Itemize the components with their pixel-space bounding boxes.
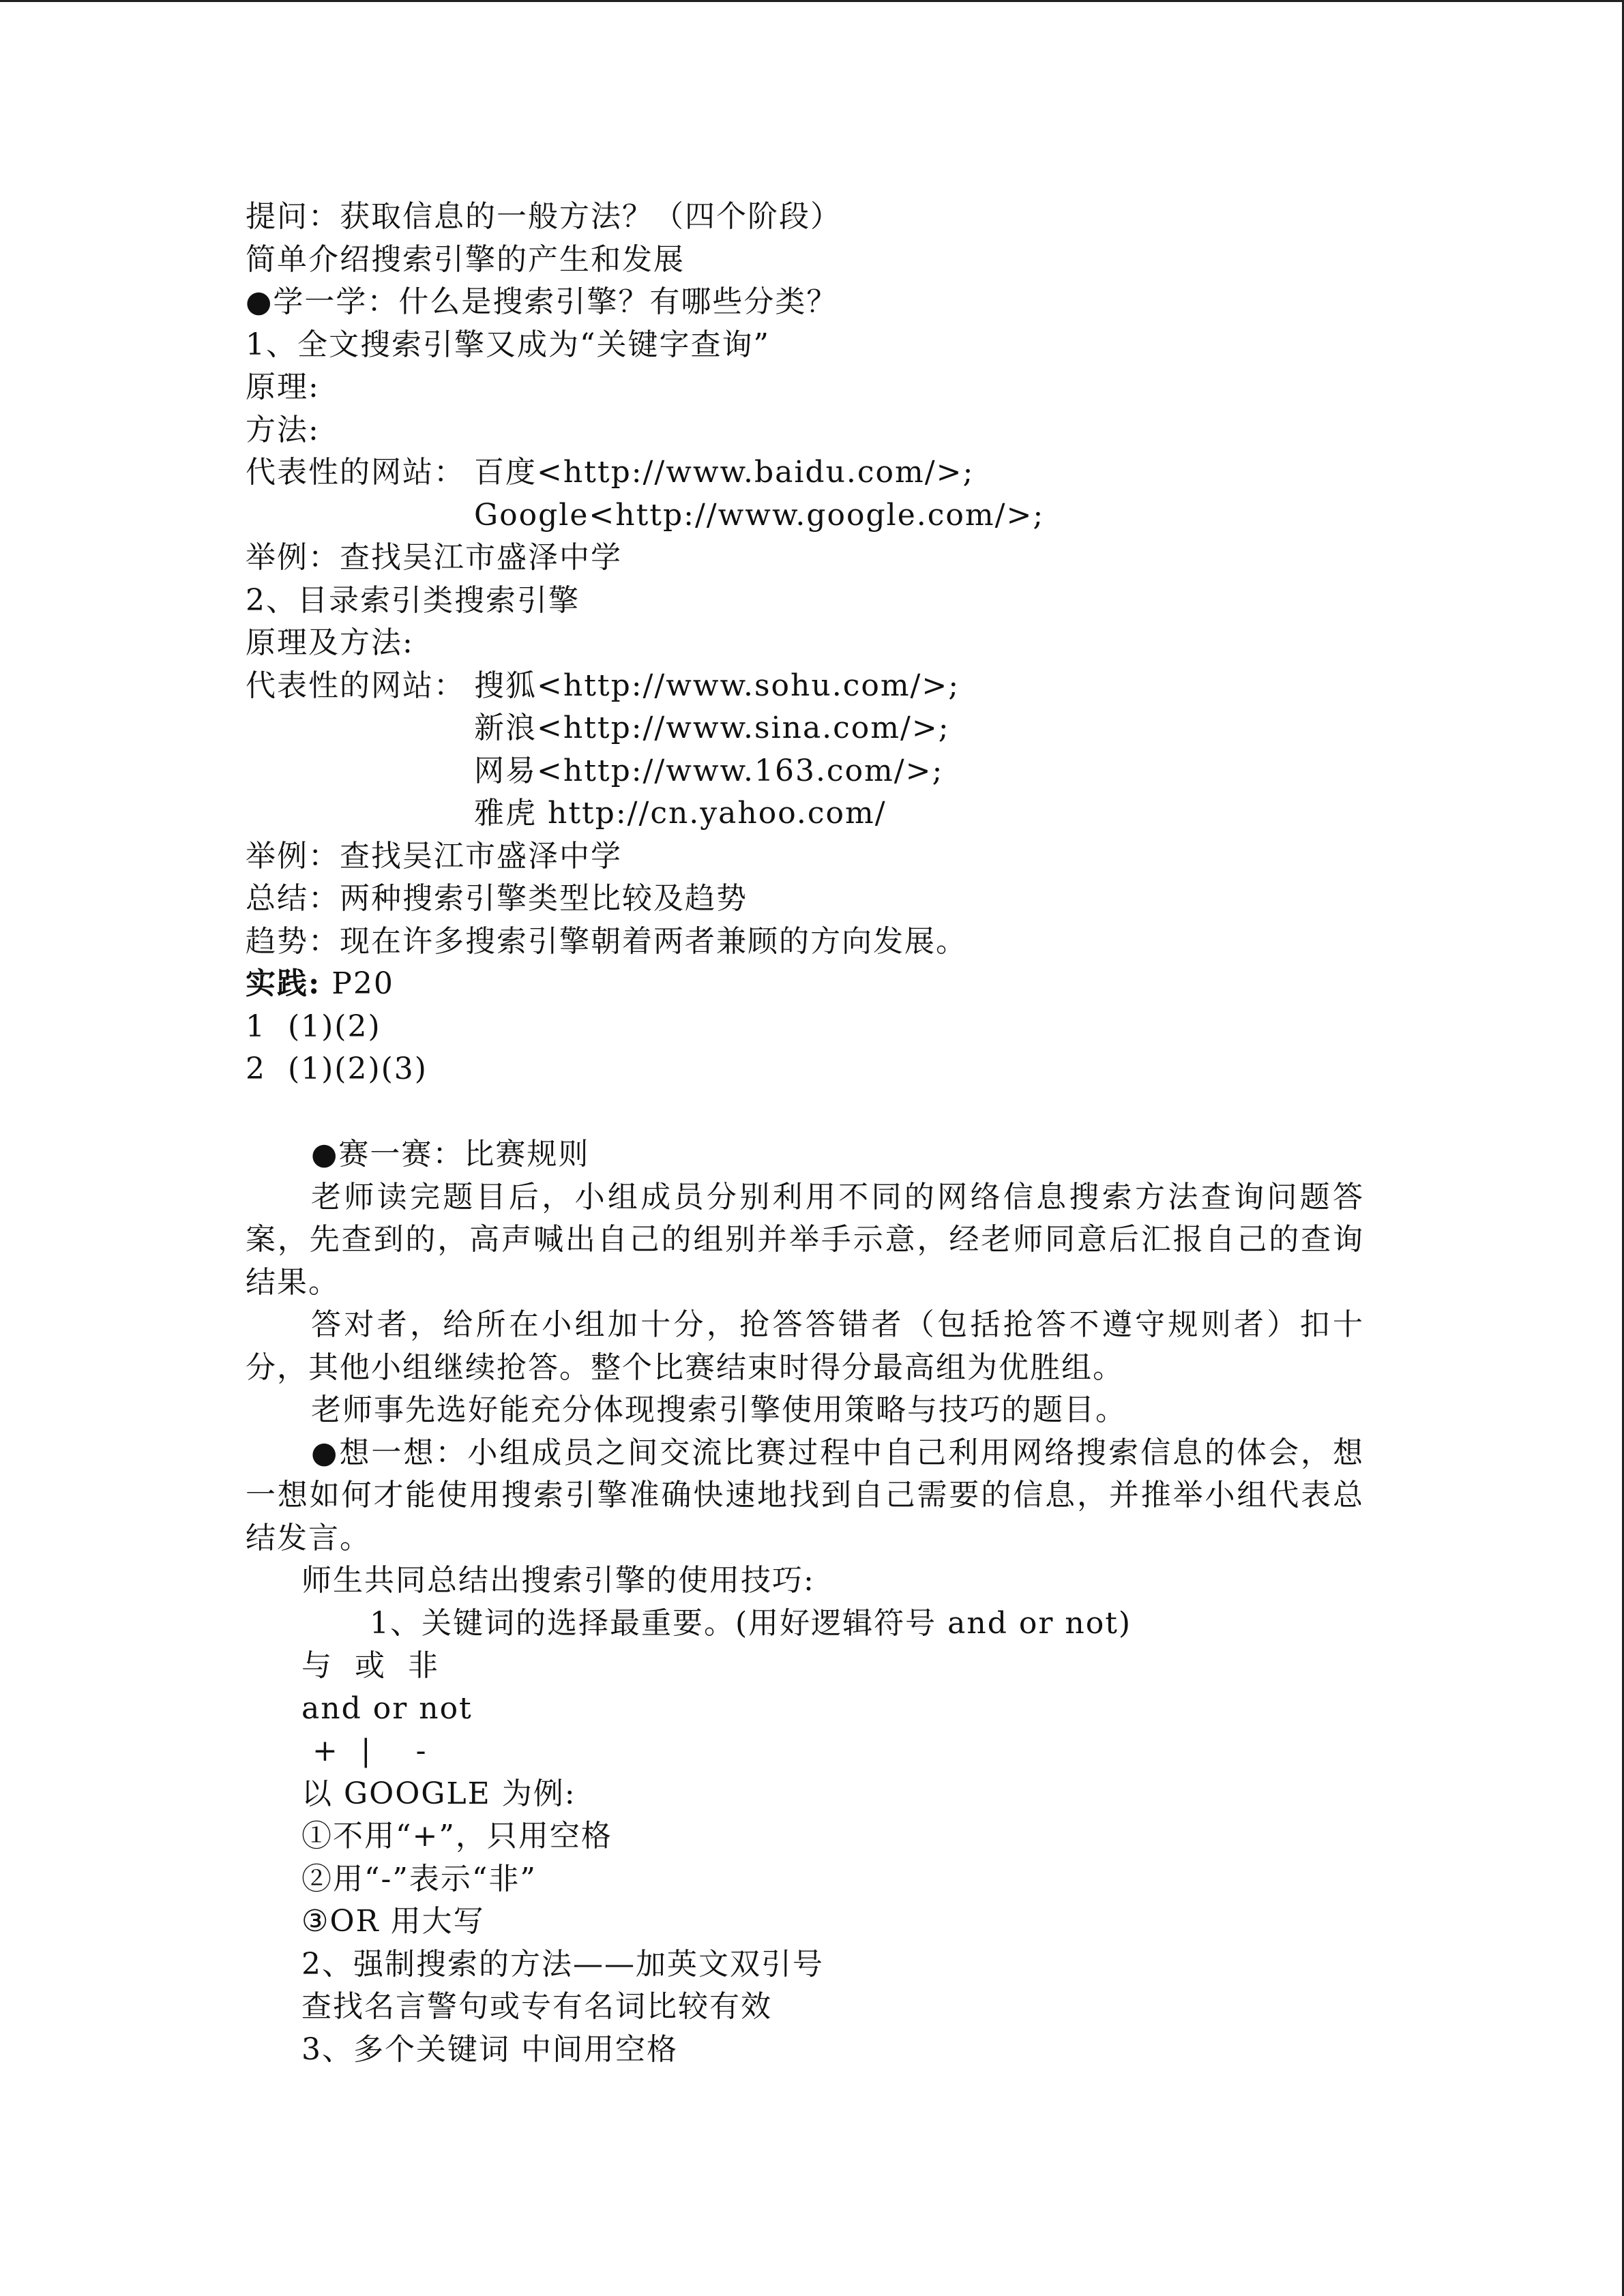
google-rule-2: ②用“-”表示“非” — [301, 1861, 537, 1896]
logic-symbols: + | - — [301, 1733, 428, 1768]
tips-intro: 师生共同总结出搜索引擎的使用技巧: — [301, 1563, 815, 1598]
site-sohu: 搜狐<http://www.sohu.com/>; — [474, 668, 960, 703]
summary-line: 总结：两种搜索引擎类型比较及趋势 — [246, 881, 748, 916]
rule-paragraph-3: 老师事先选好能充分体现搜索引擎使用策略与技巧的题目。 — [311, 1392, 1127, 1427]
trend-line: 趋势：现在许多搜索引擎朝着两者兼顾的方向发展。 — [246, 923, 967, 959]
tip-1-heading: 1、关键词的选择最重要。(用好逻辑符号 and or not) — [370, 1605, 1132, 1641]
method-line: 方法: — [246, 412, 320, 447]
tip-2-heading: 2、强制搜索的方法——加英文双引号 — [301, 1946, 824, 1982]
document-body — [246, 196, 1364, 2071]
rule-paragraph-1: 老师读完题目后，小组成员分别利用不同的网络信息搜索方法查询问题答案，先查到的，高声喊出自己的组别并举手示意，经老师同意后汇报自己的查询结果。 — [246, 1179, 1364, 1300]
fulltext-engine-heading: 1、全文搜索引擎又成为“关键字查询” — [246, 327, 770, 362]
principle-method-line: 原理及方法: — [246, 625, 414, 660]
logic-words: 与 或 非 — [301, 1648, 439, 1683]
site-163: 网易<http://www.163.com/>; — [474, 753, 944, 788]
site-baidu: 百度<http://www.baidu.com/>; — [474, 455, 975, 490]
tip-2-note: 查找名言警句或专有名词比较有效 — [301, 1989, 772, 2024]
page-border-top — [0, 0, 1624, 2]
example-line-2: 举例：查找吴江市盛泽中学 — [246, 838, 622, 874]
google-rule-3: ③OR 用大写 — [301, 1904, 485, 1939]
site-yahoo: 雅虎 http://cn.yahoo.com/ — [474, 796, 887, 831]
google-example: 以 GOOGLE 为例: — [301, 1776, 576, 1811]
spacer — [246, 1091, 1364, 1134]
directory-engine-heading: 2、目录索引类搜索引擎 — [246, 582, 580, 618]
practice-line — [246, 963, 1364, 1006]
site-google: Google<http://www.google.com/>; — [474, 497, 1045, 533]
learn-heading: ●学一学：什么是搜索引擎？有哪些分类？ — [246, 284, 838, 319]
principle-line: 原理: — [246, 370, 320, 404]
competition-heading: ●赛一赛：比赛规则 — [311, 1137, 590, 1172]
practice-label: 实践: — [246, 966, 321, 1001]
representative-sites-1 — [246, 451, 1364, 494]
representative-label: 代表性的网站： — [246, 455, 465, 490]
practice-item-1: 1 (1)(2) — [246, 1009, 381, 1044]
tip-3-heading: 3、多个关键词 中间用空格 — [301, 2031, 678, 2067]
representative-label: 代表性的网站： — [246, 668, 465, 703]
practice-item-2: 2 (1)(2)(3) — [246, 1052, 428, 1086]
logic-english: and or not — [301, 1690, 473, 1726]
site-sina: 新浪<http://www.sina.com/>; — [474, 711, 950, 745]
google-rule-1: ①不用“+”，只用空格 — [301, 1819, 612, 1853]
rule-paragraph-2: 答对者，给所在小组加十分，抢答答错者（包括抢答不遵守规则者）扣十分，其他小组继续抢答。整个比赛结束时得分最高组为优胜组。 — [246, 1307, 1364, 1385]
question-line: 提问：获取信息的一般方法？（四个阶段） — [246, 199, 842, 234]
intro-line: 简单介绍搜索引擎的产生和发展 — [246, 241, 685, 277]
representative-sites-2 — [246, 665, 1364, 708]
example-line-1: 举例：查找吴江市盛泽中学 — [246, 540, 622, 575]
think-paragraph: ●想一想：小组成员之间交流比赛过程中自己利用网络搜索信息的体会，想一想如何才能使用搜索引擎准确快速地找到自己需要的信息，并推举小组代表总结发言。 — [246, 1435, 1364, 1555]
practice-page: P20 — [321, 966, 394, 1001]
